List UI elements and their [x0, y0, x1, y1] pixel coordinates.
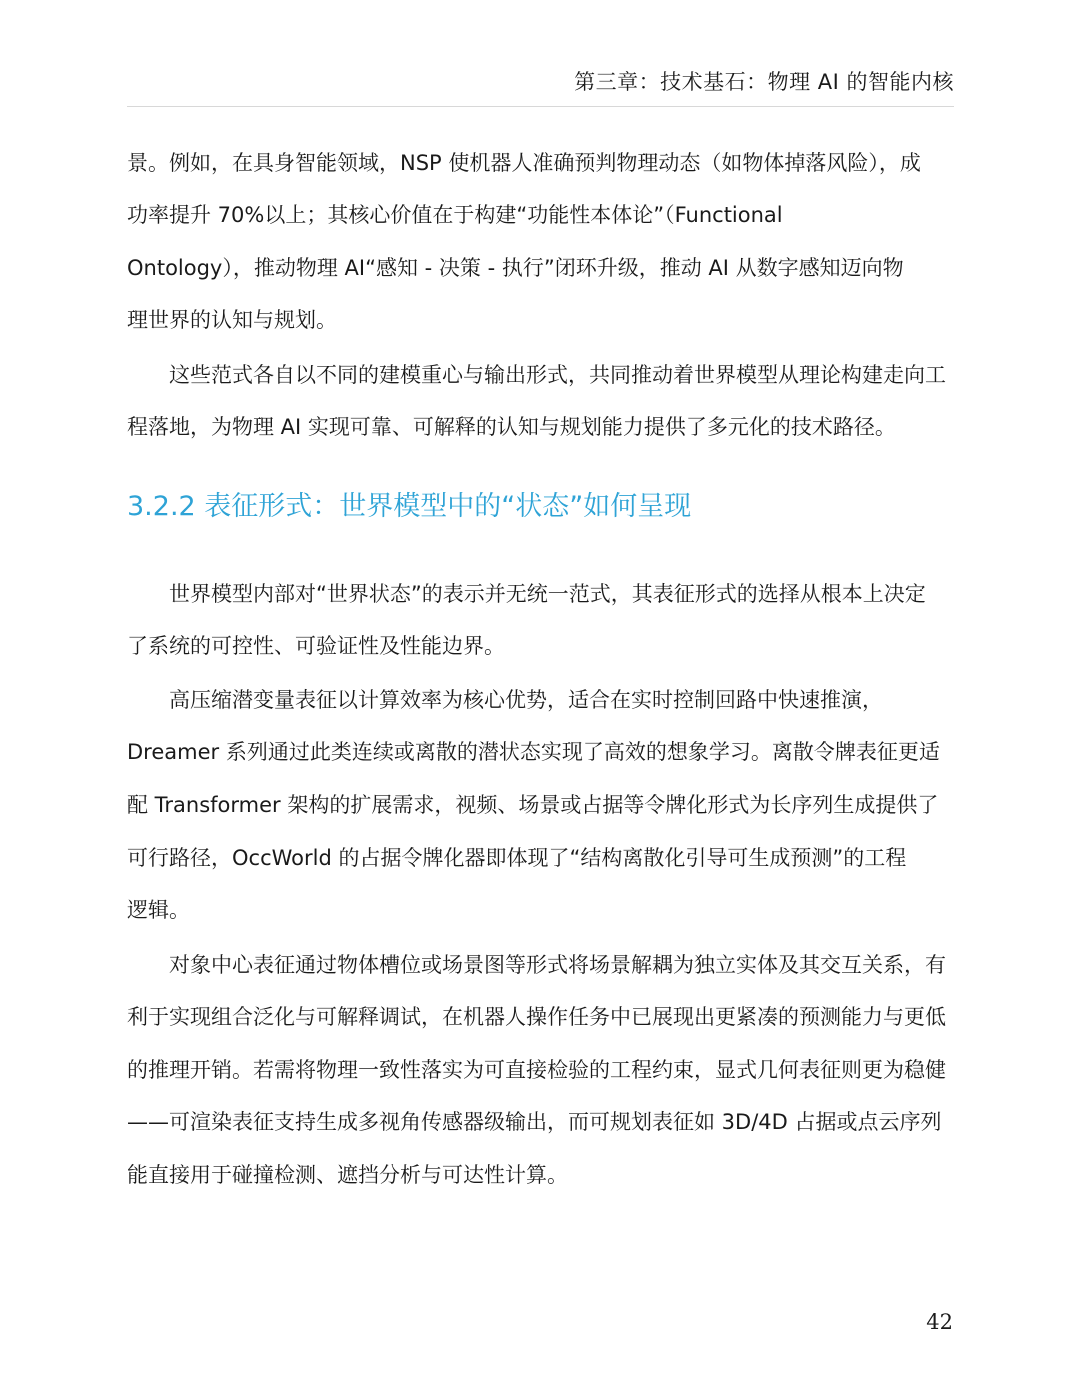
text-line: 利于实现组合泛化与可解释调试，在机器人操作任务中已展现出更紧凑的预测能力与更低 — [127, 1005, 946, 1029]
text-line: 理世界的认知与规划。 — [127, 308, 337, 332]
text-line: 了系统的可控性、可验证性及性能边界。 — [127, 634, 505, 658]
text-line: 可行路径，OccWorld 的占据令牌化器即体现了“结构离散化引导可生成预测”的工程 — [127, 846, 907, 870]
text-line: 景。例如，在具身智能领域，NSP 使机器人准确预判物理动态（如物体掉落风险），成 — [127, 151, 921, 175]
text-line: 的推理开销。若需将物理一致性落实为可直接检验的工程约束，显式几何表征则更为稳健 — [127, 1058, 946, 1082]
text-line: 逻辑。 — [127, 898, 190, 922]
text-line: 功率提升 70%以上；其核心价值在于构建“功能性本体论”（Functional — [127, 203, 783, 227]
text-line: 配 Transformer 架构的扩展需求，视频、场景或占据等令牌化形式为长序列生成提供了 — [127, 793, 939, 817]
text-line: 这些范式各自以不同的建模重心与输出形式，共同推动着世界模型从理论构建走向工 — [169, 363, 946, 387]
section-heading: 3.2.2 表征形式：世界模型中的“状态”如何呈现 — [127, 491, 692, 522]
text-line: ——可渲染表征支持生成多视角传感器级输出，而可规划表征如 3D/4D 占据或点云序列 — [127, 1110, 942, 1134]
header-divider — [127, 106, 954, 107]
text-line: 对象中心表征通过物体槽位或场景图等形式将场景解耦为独立实体及其交互关系，有 — [169, 953, 946, 977]
text-line: 能直接用于碰撞检测、遮挡分析与可达性计算。 — [127, 1163, 568, 1187]
text-line: Ontology），推动物理 AI“感知 - 决策 - 执行”闭环升级，推动 AI 从数字感知迈向物 — [127, 256, 904, 280]
text-line: Dreamer 系列通过此类连续或离散的潜状态实现了高效的想象学习。离散令牌表征更适 — [127, 740, 940, 764]
running-header: 第三章：技术基石：物理 AI 的智能内核 — [574, 70, 954, 94]
text-line: 程落地，为物理 AI 实现可靠、可解释的认知与规划能力提供了多元化的技术路径。 — [127, 415, 896, 439]
page-number: 42 — [926, 1310, 953, 1334]
text-line: 高压缩潜变量表征以计算效率为核心优势，适合在实时控制回路中快速推演， — [169, 688, 883, 712]
text-line: 世界模型内部对“世界状态”的表示并无统一范式，其表征形式的选择从根本上决定 — [169, 582, 926, 606]
